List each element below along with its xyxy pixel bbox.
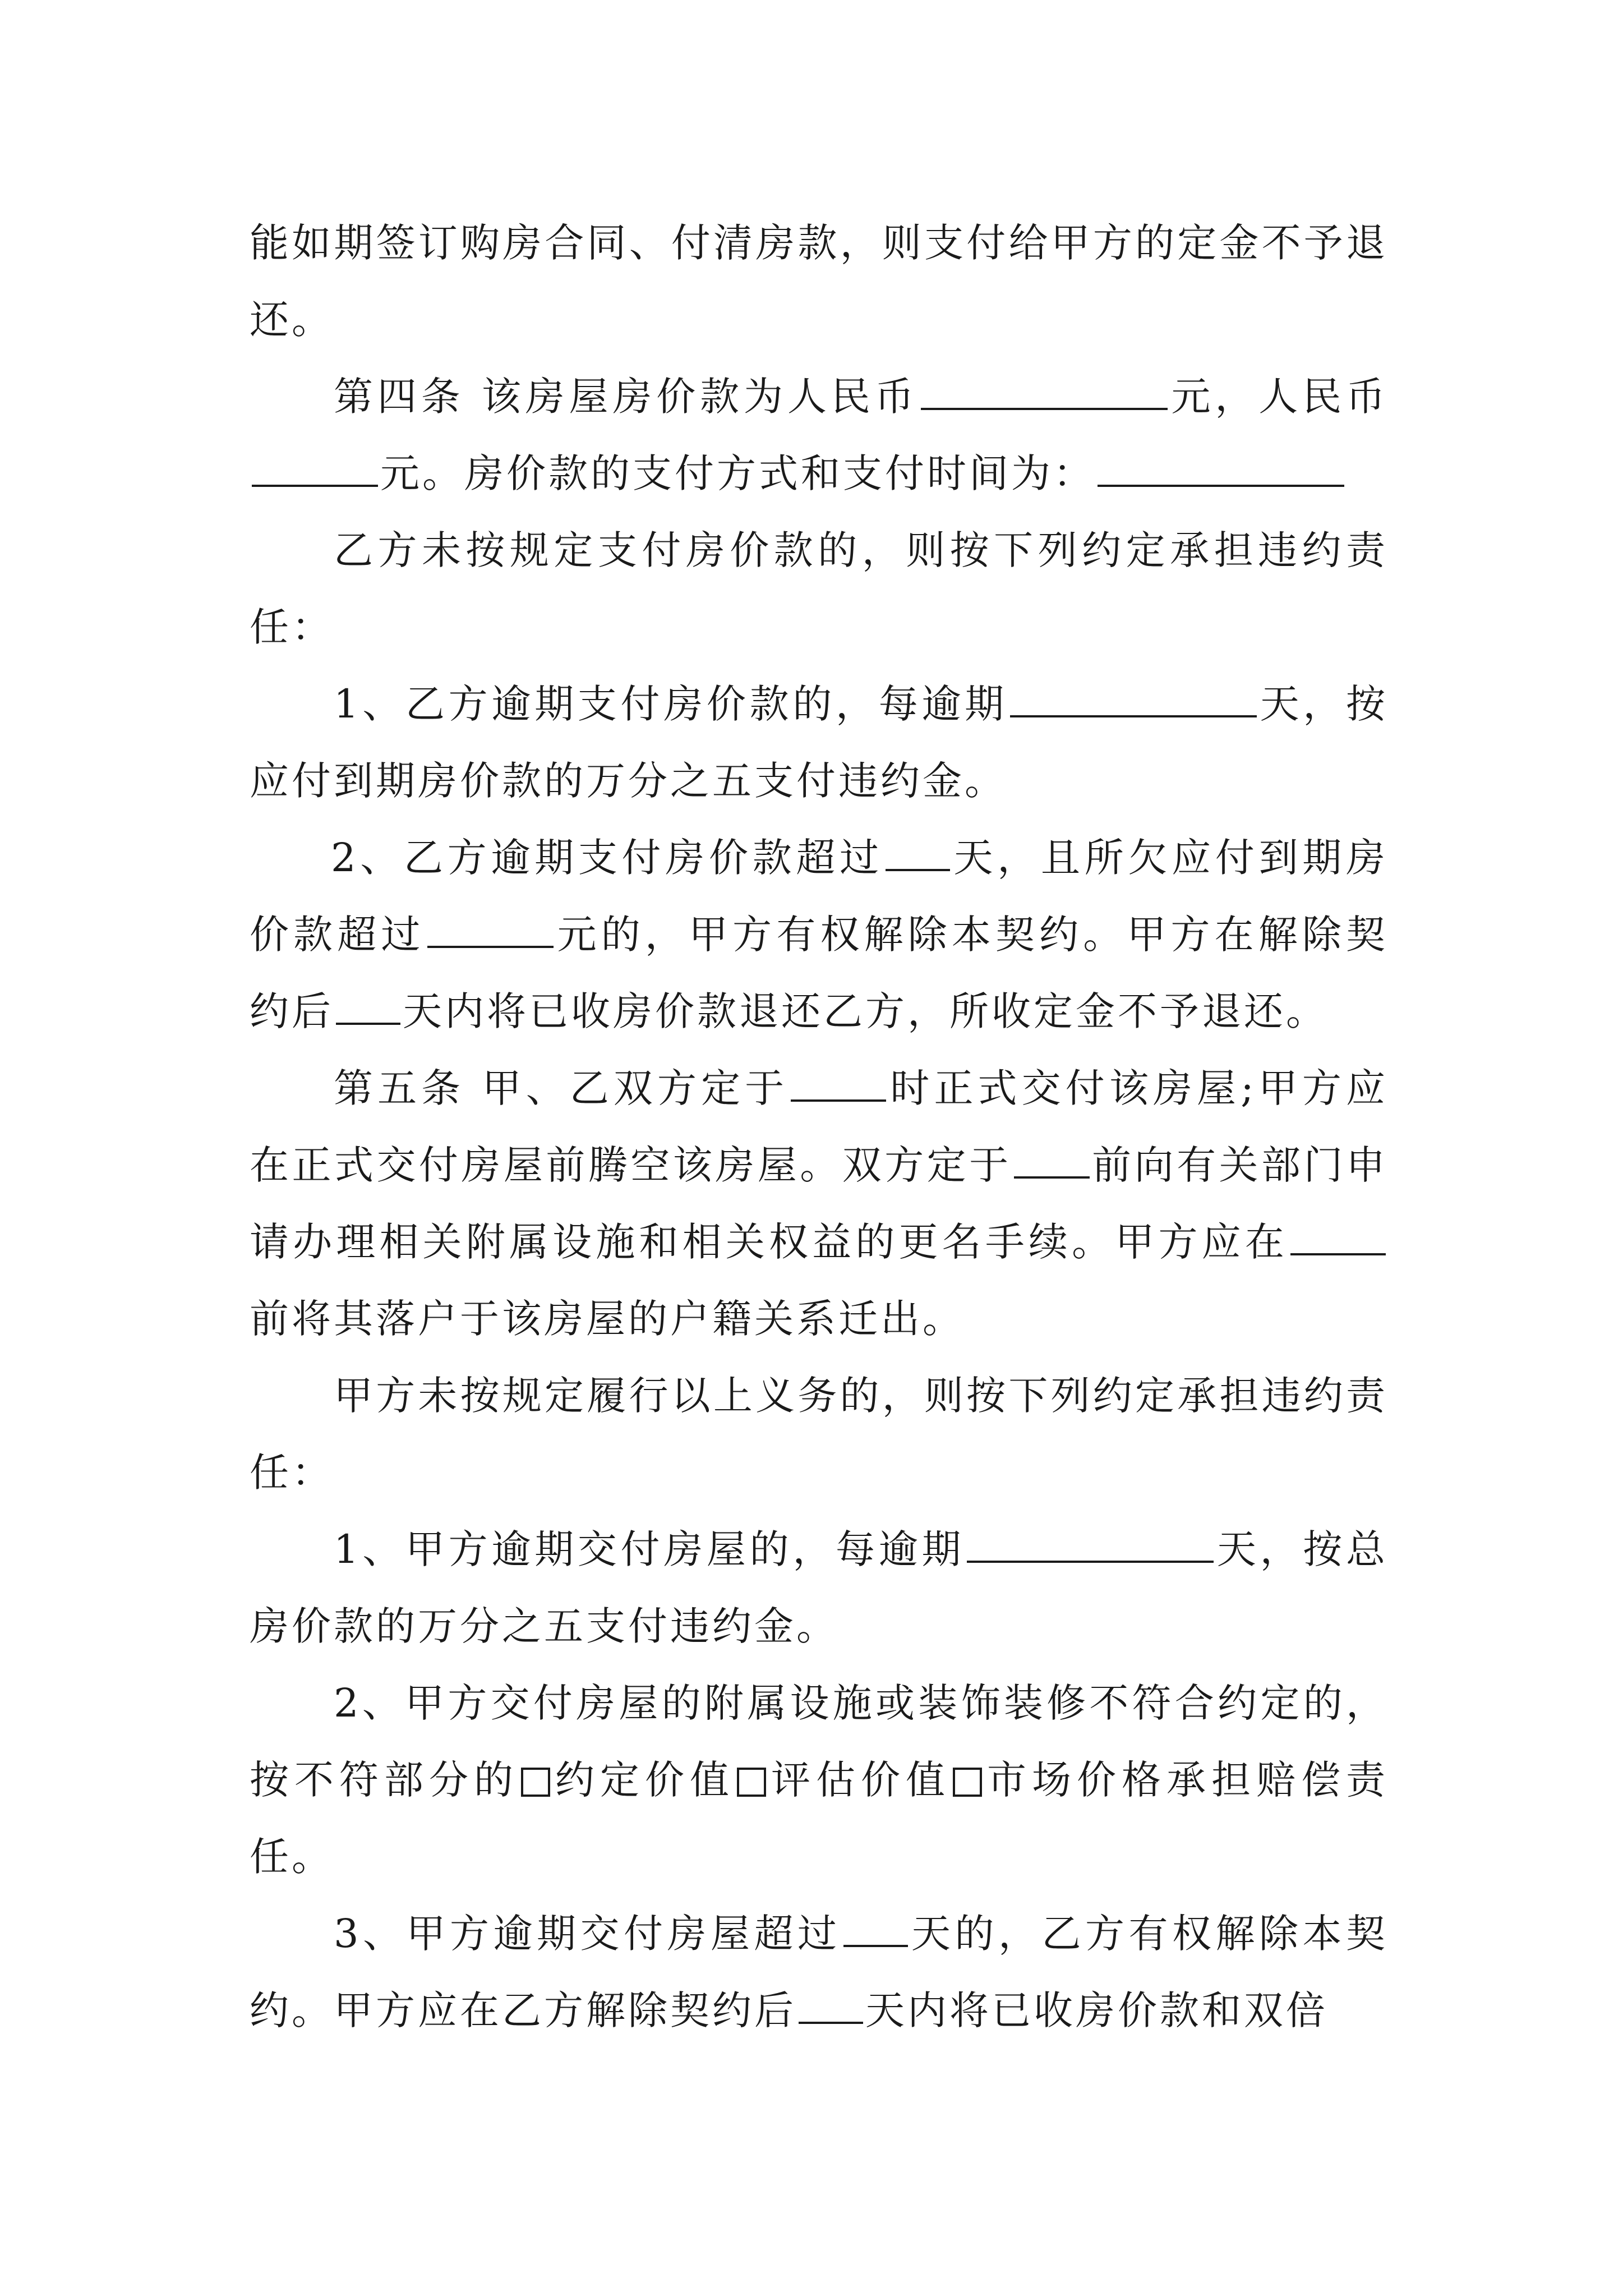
- checkbox-appraised-value: [737, 1768, 766, 1797]
- text-segment: 天，按总房价款的万分之五支付违约金。: [250, 1526, 1388, 1649]
- paragraph-seller-default: [250, 1358, 1388, 1511]
- blank-field: [336, 988, 400, 1025]
- text-segment: 第四条 该房屋房价款为人民币: [334, 374, 919, 420]
- text-segment: 1、甲方逾期交付房屋的，每逾期: [334, 1526, 965, 1572]
- text-segment: 3、甲方逾期交付房屋超过: [334, 1911, 841, 1957]
- text-segment: 市场价格承担赔偿责任。: [250, 1757, 1388, 1880]
- blank-field: [791, 1065, 886, 1102]
- text-segment: 天，按应付到期房价款的万分之五支付违约金。: [250, 681, 1388, 804]
- checkbox-market-price: [953, 1768, 982, 1797]
- paragraph-article-5: [250, 1050, 1388, 1358]
- text-segment: 第五条 甲、乙双方定于: [334, 1065, 789, 1111]
- text-segment: 元，人民币: [1169, 374, 1388, 420]
- paragraph-article-4: [250, 358, 1388, 512]
- blank-field: [843, 1910, 908, 1947]
- text-segment: 2、甲方交付房屋的附属设施或装饰装修不符合约定的，按不符部分的: [250, 1680, 1388, 1803]
- text-segment: 时正式交付该房屋;甲方应在正式交付房屋前腾空该房屋。双方定于: [250, 1065, 1388, 1188]
- blank-field: [1010, 680, 1257, 717]
- blank-field: [252, 450, 378, 487]
- text-segment: 天内将已收房价款退还乙方，所收定金不予退还。: [403, 988, 1328, 1034]
- blank-field: [886, 834, 950, 871]
- text-segment: 2、乙方逾期支付房价款超过: [331, 835, 883, 881]
- checkbox-agreed-value: [521, 1768, 550, 1797]
- paragraph-seller-clause-2: [250, 1665, 1388, 1895]
- text-segment: 1、乙方逾期支付房价款的，每逾期: [334, 681, 1008, 727]
- paragraph-seller-clause-1: [250, 1511, 1388, 1665]
- blank-field: [1014, 1142, 1090, 1179]
- paragraph-seller-clause-3: [250, 1895, 1388, 2049]
- paragraph-buyer-clause-1: [250, 666, 1388, 820]
- blank-field: [427, 911, 554, 948]
- text-segment: 天内将已收房价款和双倍: [865, 1987, 1328, 2033]
- text-segment: 约定价值: [552, 1757, 735, 1803]
- blank-field: [967, 1526, 1214, 1563]
- document-body: [250, 205, 1388, 2049]
- text-segment: 前将其落户于该房屋的户籍关系迁出。: [250, 1296, 965, 1342]
- paragraph-buyer-clause-2: [250, 820, 1388, 1050]
- blank-field: [1098, 450, 1344, 487]
- text-segment: 评估价值: [768, 1757, 951, 1803]
- text-segment: 天的，乙方有权解除本契约。甲方应在乙方解除契约后: [250, 1911, 1388, 2033]
- paragraph-text: 能如期签订购房合同、付清房款，则支付给甲方的定金不予退还。: [250, 220, 1388, 343]
- paragraph-text: 甲方未按规定履行以上义务的，则按下列约定承担违约责任：: [250, 1373, 1388, 1496]
- blank-field: [799, 1987, 863, 2024]
- blank-field: [1290, 1218, 1386, 1255]
- text-segment: 天，且所欠应付到期房价款超过: [250, 835, 1388, 958]
- paragraph-deposit-refund: [250, 205, 1388, 358]
- text-segment: 前向有关部门申请办理相关附属设施和相关权益的更名手续。甲方应在: [250, 1142, 1389, 1265]
- paragraph-buyer-default: [250, 512, 1388, 666]
- text-segment: 元的，甲方有权解除本契约。甲方在解除契约后: [250, 912, 1389, 1034]
- blank-field: [921, 373, 1168, 410]
- paragraph-text: 乙方未按规定支付房价款的，则按下列约定承担违约责任：: [250, 527, 1388, 650]
- text-segment: 元。房价款的支付方式和支付时间为：: [380, 450, 1095, 496]
